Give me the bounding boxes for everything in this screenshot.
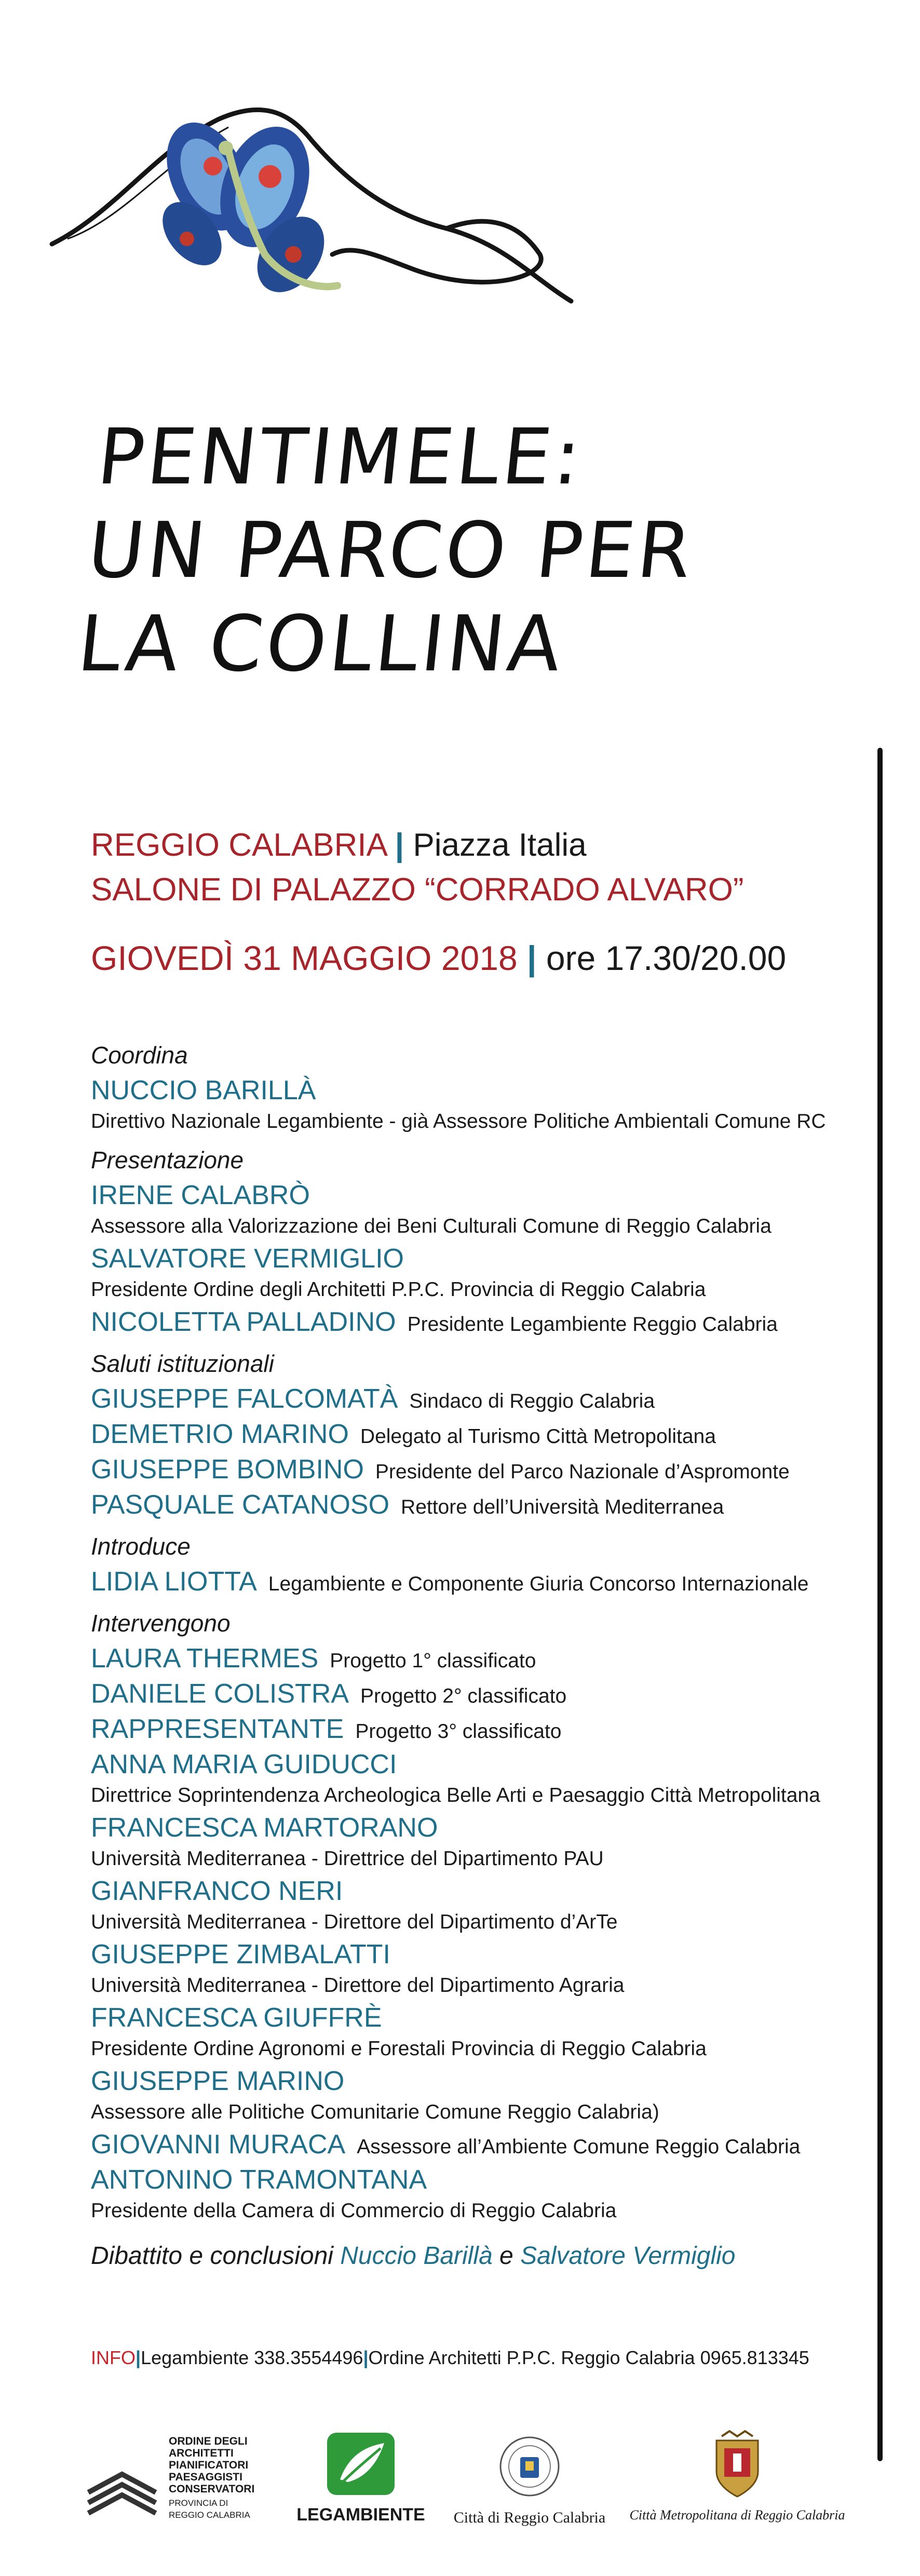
- event-title: [74, 410, 830, 691]
- citta-name: Città di Reggio Calabria: [453, 2509, 606, 2526]
- speaker-name: GIUSEPPE MARINO: [91, 2066, 345, 2096]
- speaker-name: GIOVANNI MURACA: [91, 2129, 346, 2160]
- speaker-role: Presidente Legambiente Reggio Calabria: [407, 1313, 778, 1336]
- speaker-role: Direttrice Soprintendenza Archeologica Belle Arti e Paesaggio Città Metropolitana: [91, 1784, 820, 1806]
- closing-line: [91, 2235, 859, 2277]
- speaker-name: GIUSEPPE ZIMBALATTI: [91, 1939, 390, 1970]
- legambiente-icon: [324, 2430, 397, 2498]
- architetti-line: PIANIFICATORI: [169, 2459, 249, 2471]
- speaker: [91, 2163, 859, 2225]
- section-label-coordina: Coordina: [91, 1042, 188, 1069]
- section-label-presentazione: Presentazione: [91, 1147, 244, 1174]
- speaker: [91, 1382, 859, 1416]
- speaker: [91, 2064, 859, 2126]
- speaker: [91, 1712, 859, 1746]
- speaker-role: Rettore dell’Università Mediterranea: [401, 1496, 724, 1518]
- speaker-role: Presidente Ordine Agronomi e Forestali Provincia di Reggio Calabria: [91, 2038, 707, 2060]
- speaker-role: Delegato al Turismo Città Metropolitana: [360, 1425, 716, 1448]
- speaker-role: Sindaco di Reggio Calabria: [409, 1390, 655, 1412]
- architetti-line: ORDINE DEGLI: [169, 2435, 248, 2447]
- event-time: ore 17.30/20.00: [546, 939, 787, 977]
- speaker: [91, 1305, 859, 1339]
- speaker-name: FRANCESCA GIUFFRÈ: [91, 2003, 382, 2033]
- architetti-line: CONSERVATORI: [169, 2483, 255, 2495]
- venue-city: REGGIO CALABRIA: [91, 827, 386, 863]
- speaker-name: PASQUALE CATANOSO: [91, 1490, 390, 1520]
- speaker-name: LAURA THERMES: [91, 1643, 319, 1674]
- speaker: [91, 1488, 859, 1522]
- event-date: GIOVEDÌ 31 MAGGIO 2018: [91, 939, 518, 977]
- title-line-3: LA COLLINA: [74, 599, 569, 689]
- speaker-role: Università Mediterranea - Direttore del Dipartimento Agraria: [91, 1974, 625, 1997]
- speaker-role: Assessore alla Valorizzazione dei Beni Culturali Comune di Reggio Calabria: [91, 1215, 772, 1237]
- speaker-name: LIDIA LIOTTA: [91, 1567, 257, 1597]
- separator: |: [363, 2347, 369, 2368]
- speaker-role: Direttivo Nazionale Legambiente - già Assessore Politiche Ambientali Comune RC: [91, 1110, 826, 1132]
- speaker: [91, 2127, 859, 2162]
- speaker-name: GIUSEPPE FALCOMATÀ: [91, 1384, 398, 1414]
- closing-name-2: Salvatore Vermiglio: [520, 2242, 736, 2270]
- speaker-role: Università Mediterranea - Direttore del Dipartimento d’ArTe: [91, 1911, 618, 1933]
- speaker-name: RAPPRESENTANTE: [91, 1714, 344, 1744]
- info-line: [91, 2347, 809, 2369]
- venue-hall: SALONE DI PALAZZO “CORRADO ALVARO”: [91, 872, 744, 908]
- speaker-role: Presidente Ordine degli Architetti P.P.C. Provincia di Reggio Calabria: [91, 1278, 706, 1301]
- metro-name: Città Metropolitana di Reggio Calabria: [629, 2507, 845, 2523]
- speaker: [91, 1565, 859, 1599]
- title-line-2: UN PARCO PER: [83, 506, 699, 595]
- architetti-line: PAESAGGISTI: [169, 2471, 242, 2483]
- architetti-line: ARCHITETTI: [169, 2447, 234, 2459]
- speaker: [91, 2001, 859, 2063]
- speaker-role: Presidente del Parco Nazionale d’Aspromonte: [375, 1461, 790, 1483]
- speaker-role: Università Mediterranea - Direttrice del Dipartimento PAU: [91, 1847, 604, 1870]
- logo-citta-reggio: [436, 2435, 623, 2539]
- speaker-name: FRANCESCA MARTORANO: [91, 1813, 438, 1843]
- speaker: [91, 1452, 859, 1487]
- architetti-province: PROVINCIA DI: [169, 2498, 228, 2508]
- separator: |: [527, 939, 537, 977]
- speaker: [91, 1178, 859, 1240]
- speaker-role: Assessore all’Ambiente Comune Reggio Calabria: [357, 2136, 801, 2158]
- speaker: [91, 1937, 859, 2000]
- speaker-role: Progetto 3° classificato: [355, 1720, 562, 1743]
- city-seal-icon: [498, 2435, 561, 2498]
- logo-legambiente: [291, 2430, 431, 2539]
- architetti-province: REGGIO CALABRIA: [169, 2510, 250, 2520]
- sponsor-logos: [83, 2430, 845, 2544]
- speaker-name: ANNA MARIA GUIDUCCI: [91, 1749, 397, 1779]
- speaker-name: ANTONINO TRAMONTANA: [91, 2165, 427, 2195]
- speaker-name: NICOLETTA PALLADINO: [91, 1307, 396, 1337]
- info-contact-legambiente: Legambiente 338.3554496: [141, 2347, 363, 2368]
- section-label-saluti: Saluti istituzionali: [91, 1350, 274, 1377]
- speaker-name: IRENE CALABRÒ: [91, 1180, 310, 1210]
- logo-ordine-architetti: [83, 2435, 280, 2539]
- speaker: [91, 1417, 859, 1451]
- separator: |: [395, 827, 404, 863]
- speaker-name: NUCCIO BARILLÀ: [91, 1075, 316, 1105]
- speaker: [91, 1677, 859, 1711]
- speaker: [91, 1641, 859, 1676]
- decorative-border: [877, 748, 883, 2461]
- speaker-role: Presidente della Camera di Commercio di Reggio Calabria: [91, 2200, 617, 2222]
- speaker: [91, 1073, 859, 1136]
- separator: |: [136, 2347, 141, 2368]
- speaker-name: GIANFRANCO NERI: [91, 1876, 343, 1906]
- venue-block: [91, 823, 743, 912]
- speaker-name: SALVATORE VERMIGLIO: [91, 1244, 404, 1274]
- metro-crest-icon: [706, 2430, 768, 2500]
- speaker-name: GIUSEPPE BOMBINO: [91, 1454, 364, 1485]
- info-tag: INFO: [91, 2347, 136, 2368]
- speaker-role: Progetto 2° classificato: [360, 1685, 567, 1707]
- speaker: [91, 1747, 859, 1810]
- legambiente-name: LEGAMBIENTE: [296, 2505, 425, 2525]
- architetti-logo-icon: [83, 2446, 161, 2524]
- section-label-introduce: Introduce: [91, 1533, 191, 1560]
- program: [91, 1031, 859, 2277]
- closing-name-1: Nuccio Barillà: [340, 2242, 493, 2270]
- speaker-role: Assessore alle Politiche Comunitarie Comune Reggio Calabria): [91, 2101, 659, 2123]
- speaker-name: DANIELE COLISTRA: [91, 1679, 349, 1709]
- butterfly-illustration: [21, 57, 633, 327]
- speaker: [91, 1242, 859, 1304]
- section-label-intervengono: Intervengono: [91, 1610, 231, 1637]
- title-line-1: PENTIMELE:: [93, 412, 588, 502]
- speaker-role: Legambiente e Componente Giuria Concorso Internazionale: [268, 1573, 809, 1595]
- logo-citta-metropolitana: [628, 2430, 846, 2539]
- closing-prefix: Dibattito e conclusioni: [91, 2242, 333, 2270]
- speaker-name: DEMETRIO MARINO: [91, 1419, 349, 1449]
- speaker: [91, 1811, 859, 1873]
- closing-conj: e: [499, 2242, 513, 2270]
- info-contact-architetti: Ordine Architetti P.P.C. Reggio Calabria 0965.813345: [368, 2347, 809, 2368]
- date-block: [91, 935, 786, 981]
- speaker: [91, 1874, 859, 1936]
- speaker-role: Progetto 1° classificato: [330, 1650, 536, 1672]
- venue-square: Piazza Italia: [413, 827, 587, 863]
